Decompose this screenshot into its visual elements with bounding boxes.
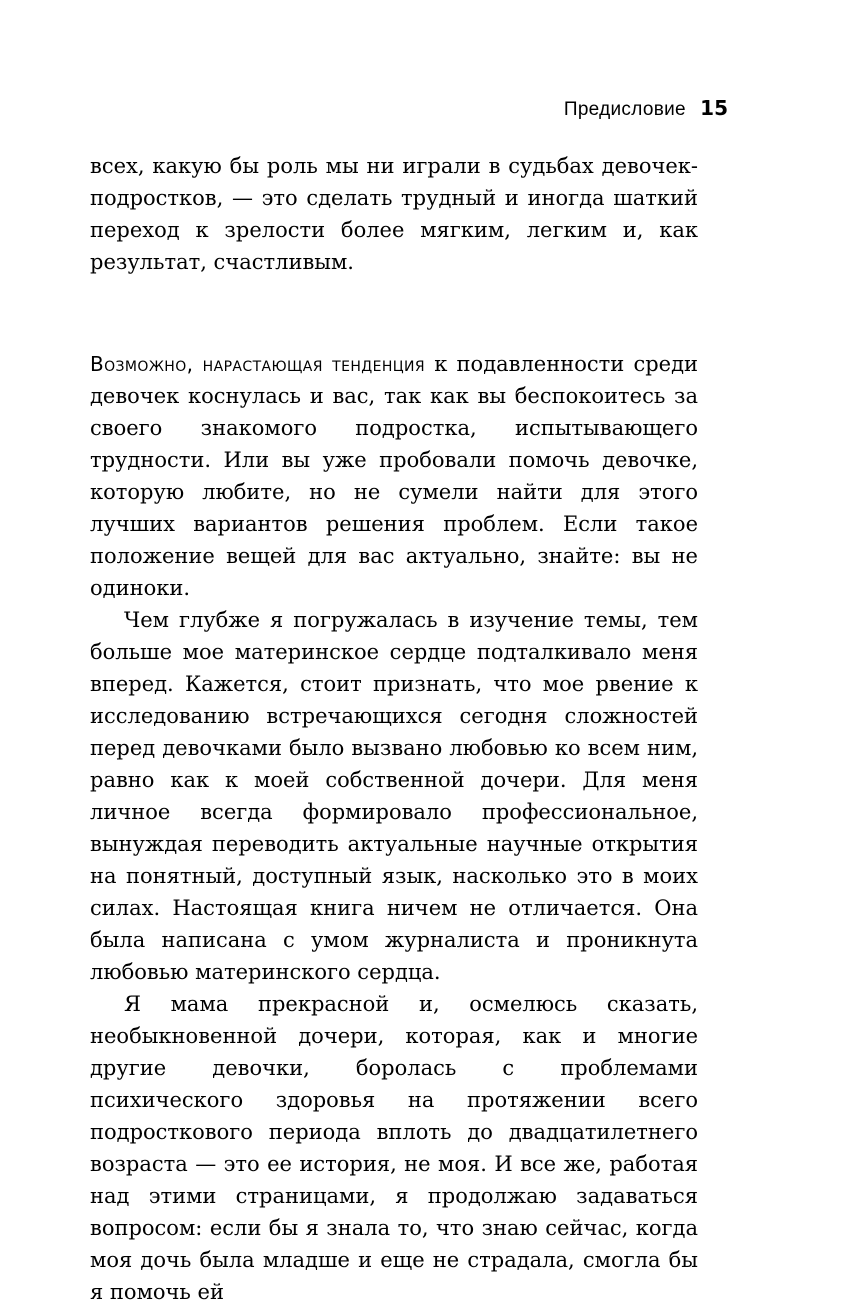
page-content [90, 150, 698, 1308]
page-number: 15 [700, 96, 728, 120]
paragraph-body: Я мама прекрасной и, осмелюсь сказать, необыкновенной дочери, которая, как и многие другие девочки, боролась с проблемами психического здоровья на протяжении всего подросткового периода вплоть до двадцатилетнего возраста — это ее история, не моя. И все же, работая над этими страницами, я продолжаю задаваться вопросом: если бы я знала то, что знаю сейчас, когда моя дочь была младше и еще не страдала, смогла бы я помочь ей [90, 992, 698, 1304]
small-caps-lead-in: Возможно, нарастающая тенденция [90, 352, 426, 376]
running-header-title: Предисловие [563, 99, 686, 120]
paragraph-body: Чем глубже я погружалась в изучение темы, тем больше мое материнское сердце подталкивало меня вперед. Кажется, стоит признать, что мое рвение к исследованию встречающихся сегодня сложностей перед девочками было вызвано любовью ко всем ним, равно как к моей собственной дочери. Для меня личное всегда формировало профессиональное, вынуждая переводить актуальные научные открытия на понятный, доступный язык, насколько это в моих силах. Настоящая книга ничем не отличается. Она была написана с умом журналиста и проникнута любовью материнского сердца. [90, 608, 698, 984]
paragraph-section-opening [90, 348, 698, 604]
running-header [90, 97, 728, 121]
section-opening-text: к подавленности среди девочек коснулась и вас, так как вы беспокоитесь за своего знакомого подростка, испытывающего трудности. Или вы уже пробовали помочь девочке, которую любите, но не сумели найти для этого лучших вариантов решения проблем. Если такое положение вещей для вас актуально, знайте: вы не одиноки. [90, 352, 698, 600]
paragraph-continuation: всех, какую бы роль мы ни играли в судьбах девочек-подростков, — это сделать трудный и иногда шаткий переход к зрелости более мягким, легким и, как результат, счастливым. [90, 154, 698, 274]
